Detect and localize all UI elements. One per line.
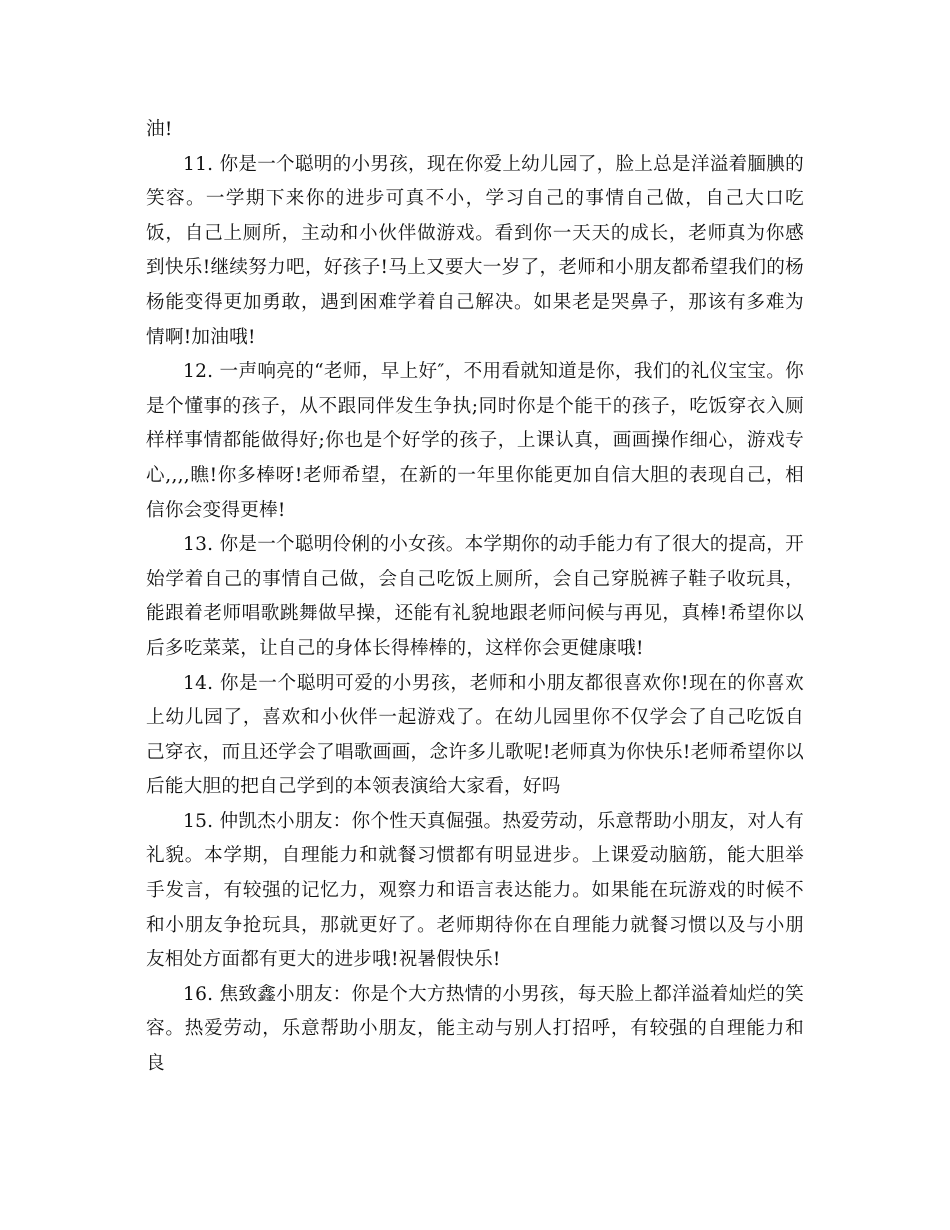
paragraph-comment-14: 14. 你是一个聪明可爱的小男孩，老师和小朋友都很喜欢你!现在的你喜欢上幼儿园了，喜欢和小伙伴一起游戏了。在幼儿园里你不仅学会了自己吃饭自己穿衣，而且还学会了唱歌画画，念许多儿歌呢!老师真为你快乐!老师希望你以后能大胆的把自己学到的本领表演给大家看，好吗 — [146, 672, 804, 798]
paragraph-comment-16: 16. 焦致鑫小朋友：你是个大方热情的小男孩，每天脸上都洋溢着灿烂的笑容。热爱劳动，乐意帮助小朋友，能主动与别人打招呼，有较强的自理能力和良 — [146, 983, 804, 1075]
paragraph-comment-13: 13. 你是一个聪明伶俐的小女孩。本学期你的动手能力有了很大的提高，开始学着自己的事情自己做，会自己吃饭上厕所，会自己穿脱裤子鞋子收玩具，能跟着老师唱歌跳舞做早操，还能有礼貌地跟老师问候与再见，真棒!希望你以后多吃菜菜，让自己的身体长得棒棒的，这样你会更健康哦! — [146, 534, 804, 659]
document-body — [146, 113, 804, 1082]
paragraph-comment-12: 12. 一声响亮的“老师，早上好″，不用看就知道是你，我们的礼仪宝宝。你是个懂事的孩子，从不跟同伴发生争执;同时你是个能干的孩子，吃饭穿衣入厕样样事情都能做得好;你也是个好学的孩子，上课认真，画画操作细心，游戏专心,,,,瞧!你多棒呀!老师希望，在新的一年里你能更加自信大胆的表现自己，相信你会变得更棒! — [146, 361, 804, 521]
paragraph-comment-11: 11. 你是一个聪明的小男孩，现在你爱上幼儿园了，脸上总是洋溢着腼腆的笑容。一学期下来你的进步可真不小，学习自己的事情自己做，自己大口吃饭，自己上厕所，主动和小伙伴做游戏。看到你一天天的成长，老师真为你感到快乐!继续努力吧，好孩子!马上又要大一岁了，老师和小朋友都希望我们的杨杨能变得更加勇敢，遇到困难学着自己解决。如果老是哭鼻子，那该有多难为情啊!加油哦! — [146, 153, 804, 348]
paragraph-comment-15: 15. 仲凯杰小朋友：你个性天真倔强。热爱劳动，乐意帮助小朋友，对人有礼貌。本学期，自理能力和就餐习惯都有明显进步。上课爱动脑筋，能大胆举手发言，有较强的记忆力，观察力和语言表达能力。如果能在玩游戏的时候不和小朋友争抢玩具，那就更好了。老师期待你在自理能力就餐习惯以及与小朋友相处方面都有更大的进步哦!祝暑假快乐! — [146, 810, 804, 971]
paragraph-continuation: 油! — [146, 119, 173, 140]
